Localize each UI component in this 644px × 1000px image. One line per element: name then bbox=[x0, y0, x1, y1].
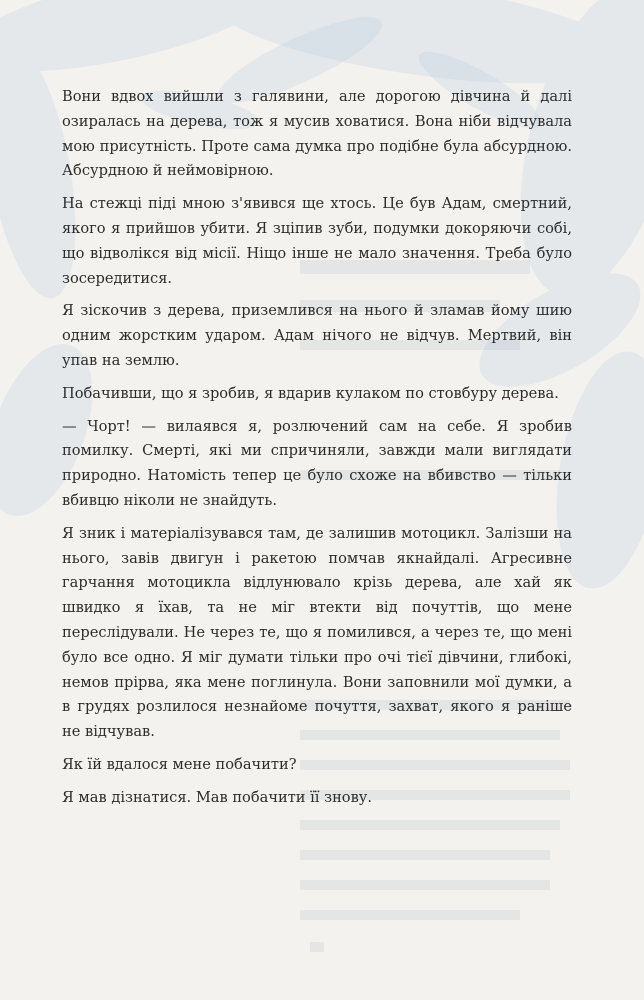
paragraph: Я зник і матеріалізувався там, де залишив мотоцикл. Залізши на нього, завів двигун і ракетою помчав якнайдалі. Агресивне гарчання мотоцикла відлунювало крізь дерева, але хай як швидко я їхав, та не міг втекти від почуттів, що мене переслідували. Не через те, що я помилився, а через те, що мені було все одно. Я міг думати тільки про очі тієї дівчини, глибокі, немов прірва, яка мене поглинула. Вони заповнили мої думки, а в грудях розлилося незнайоме почуття, захват, якого я раніше не відчував. bbox=[62, 524, 572, 741]
paragraph: Я мав дізнатися. Мав побачити її знову. bbox=[62, 788, 373, 806]
paragraph: Побачивши, що я зробив, я вдарив кулаком по стовбуру дерева. bbox=[62, 384, 559, 402]
paragraph: — Чорт! — вилаявся я, розлючений сам на себе. Я зробив помилку. Смерті, які ми спричиняли, завжди мали виглядати природно. Натомість тепер це було схоже на вбивство — тільки вбивцю ніколи не знайдуть. bbox=[62, 417, 572, 509]
paragraph: Вони вдвох вийшли з галявини, але дорогою дівчина й далі озиралась на дерева, тож я мусив ховатися. Вона ніби відчувала мою присутність. Проте сама думка про подібне була абсурдною. Абсурдною й неймовірною. bbox=[62, 88, 572, 180]
paragraph: На стежці піді мною з'явився ще хтось. Це був Адам, смертний, якого я прийшов убити. Я зціпив зуби, подумки докоряючи собі, що відволікся від місії. Ніщо інше не мало значення. Треба було зосередитися. bbox=[62, 195, 572, 287]
body-text bbox=[62, 85, 572, 811]
paragraph: Я зіскочив з дерева, приземлився на нього й зламав йому шию одним жорстким ударом. Адам нічого не відчув. Мертвий, він упав на землю. bbox=[62, 302, 572, 369]
paragraph: Як їй вдалося мене побачити? bbox=[62, 755, 297, 773]
